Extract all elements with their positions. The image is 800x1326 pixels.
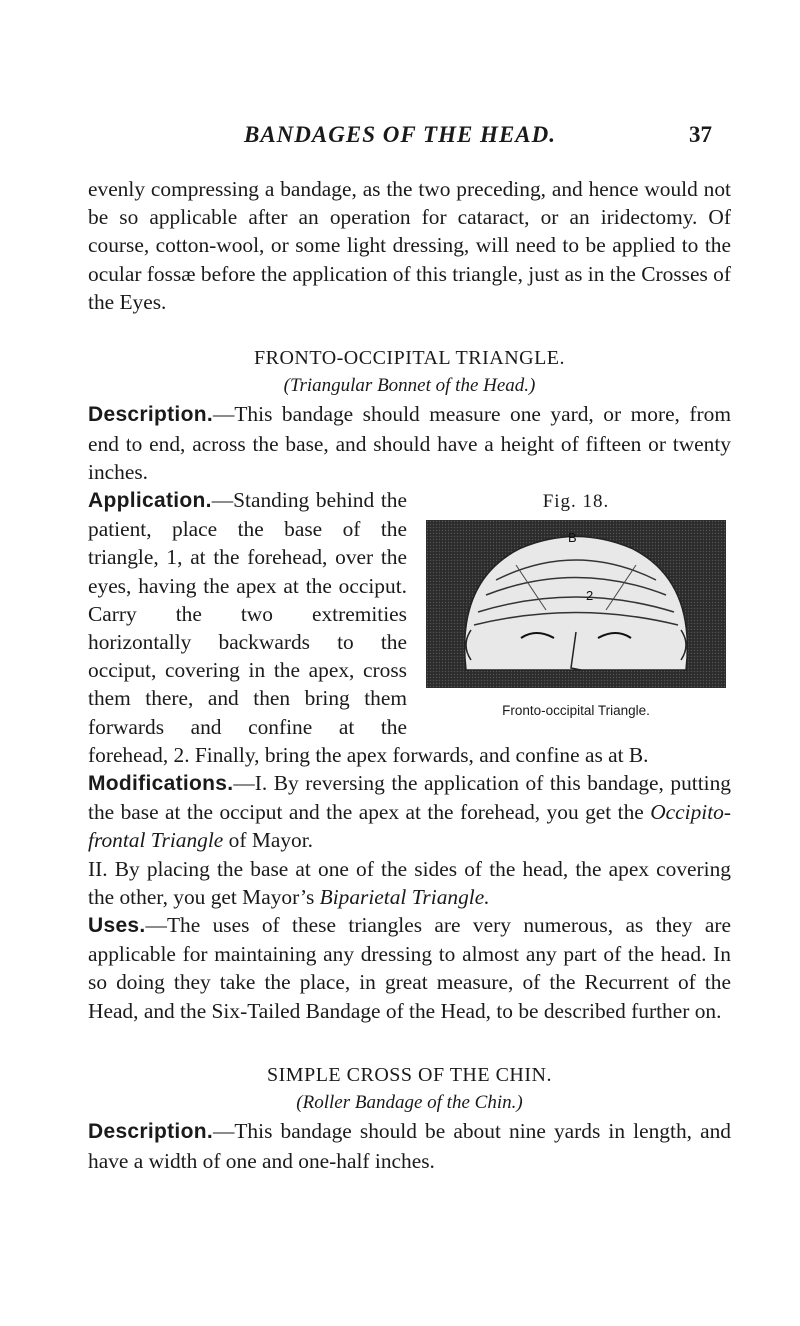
modifications-text-1-end: of Mayor.	[223, 828, 314, 853]
application-text: —Standing behind the patient, place the base of the triangle, 1, at the forehead, over the eyes, having the apex at the occiput. Carry the two extremities horizontally backwards to the occiput, covering in the apex, cross them there, and then bring them forwards and confine at the forehead, 2. Finally, bring the apex forwards, and confine as at B.	[88, 488, 649, 767]
body-text	[88, 175, 731, 1175]
description-text: —This bandage should measure one yard, or more, from end to end, across the base, and should have a height of fifteen or twenty inches.	[88, 402, 731, 484]
chin-description-text: —This bandage should be about nine yards in length, and have a width of one and one-half inches.	[88, 1119, 731, 1173]
figure-caption: Fronto-occipital Triangle.	[502, 703, 650, 719]
section-subtitle-fronto-occipital: (Triangular Bonnet of the Head.)	[283, 375, 536, 397]
uses-paragraph	[88, 911, 731, 1025]
figure-label: Fig. 18.	[542, 491, 610, 513]
mark-2: 2	[586, 588, 594, 604]
running-head	[0, 122, 800, 152]
section-subtitle-chin: (Roller Bandage of the Chin.)	[296, 1092, 523, 1114]
mark-b: B	[568, 530, 577, 546]
description-paragraph	[88, 400, 731, 486]
uses-text: —The uses of these triangles are very numerous, as they are applicable for maintaining any dressing to almost any part of the head. In so doing they take the place, in great measure, of the Recurrent of the Head, and the Six-Tailed Bandage of the Head, to be described further on.	[88, 913, 731, 1023]
uses-label: Uses.	[88, 914, 146, 938]
modifications-text-1: —I. By reversing the application of this bandage, putting the base at the occiput and the apex at the forehead, you get the	[88, 771, 731, 825]
fronto-occipital-triangle-illustration	[426, 520, 726, 688]
section-title-chin: SIMPLE CROSS OF THE CHIN.	[267, 1063, 552, 1086]
modifications-label: Modifications.	[88, 772, 234, 796]
chin-description-paragraph	[88, 1117, 731, 1174]
page-number: 37	[689, 122, 712, 147]
chin-description-label: Description.	[88, 1120, 213, 1144]
application-label: Application.	[88, 489, 212, 513]
figure-18	[421, 486, 731, 726]
description-label: Description.	[88, 403, 213, 427]
intro-paragraph: evenly compressing a bandage, as the two preceding, and hence would not be so applicable after an operation for cataract, or an iridectomy. Of course, cotton-wool, or some light dressing, will need to be applied to the ocular fossæ before the application of this triangle, just as in the Crosses of the Eyes.	[88, 177, 731, 314]
modifications-paragraph-2	[88, 855, 731, 911]
modifications-text-2: II. By placing the base at one of the sides of the head, the apex covering the other, you get Mayor’s	[88, 856, 731, 909]
section-title-fronto-occipital: FRONTO-OCCIPITAL TRIANGLE.	[253, 347, 566, 370]
running-title: BANDAGES OF THE HEAD.	[244, 122, 556, 147]
occipito-frontal-term: Occipito-frontal Triangle	[88, 800, 731, 853]
modifications-paragraph	[88, 769, 731, 855]
biparietal-term: Biparietal Triangle.	[319, 884, 490, 909]
